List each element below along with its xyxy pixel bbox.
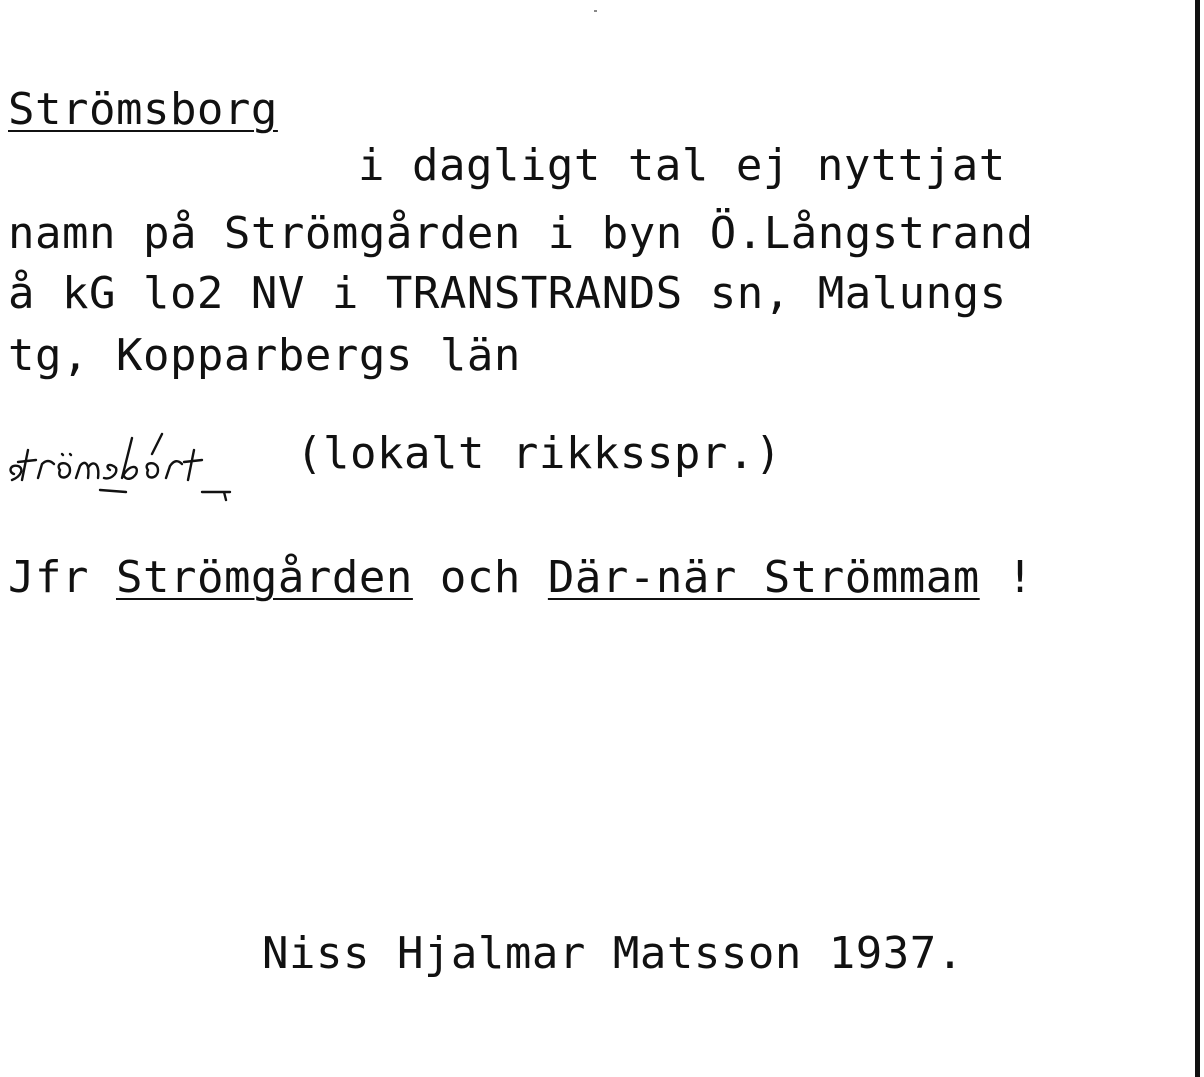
card-edge-border <box>1195 0 1200 1077</box>
pronunciation-note: (lokalt rikksspr.) <box>296 428 782 479</box>
county-line: tg, Kopparbergs län <box>8 330 521 381</box>
crossref-exclamation: ! <box>1006 552 1034 603</box>
crossref-link-stromgarden: Strömgården <box>115 552 413 603</box>
scan-speck <box>594 10 597 12</box>
definition-line-1: i dagligt tal ej nyttjat <box>358 140 1006 191</box>
definition-line-2: namn på Strömgården i byn Ö.Långstrand <box>8 208 1034 259</box>
crossref-prefix: Jfr <box>8 552 89 603</box>
signature: Niss Hjalmar Matsson 1937. <box>262 928 964 979</box>
headword: Strömsborg <box>8 84 278 135</box>
crossref-link-dar-nar: Där-när Strömmam <box>547 552 980 603</box>
crossref-conjunction: och <box>439 552 521 603</box>
handwritten-pronunciation <box>6 424 276 504</box>
crossref-line <box>8 552 1034 604</box>
location-line: å kG lo2 NV i TRANSTRANDS sn, Malungs <box>8 268 1007 319</box>
